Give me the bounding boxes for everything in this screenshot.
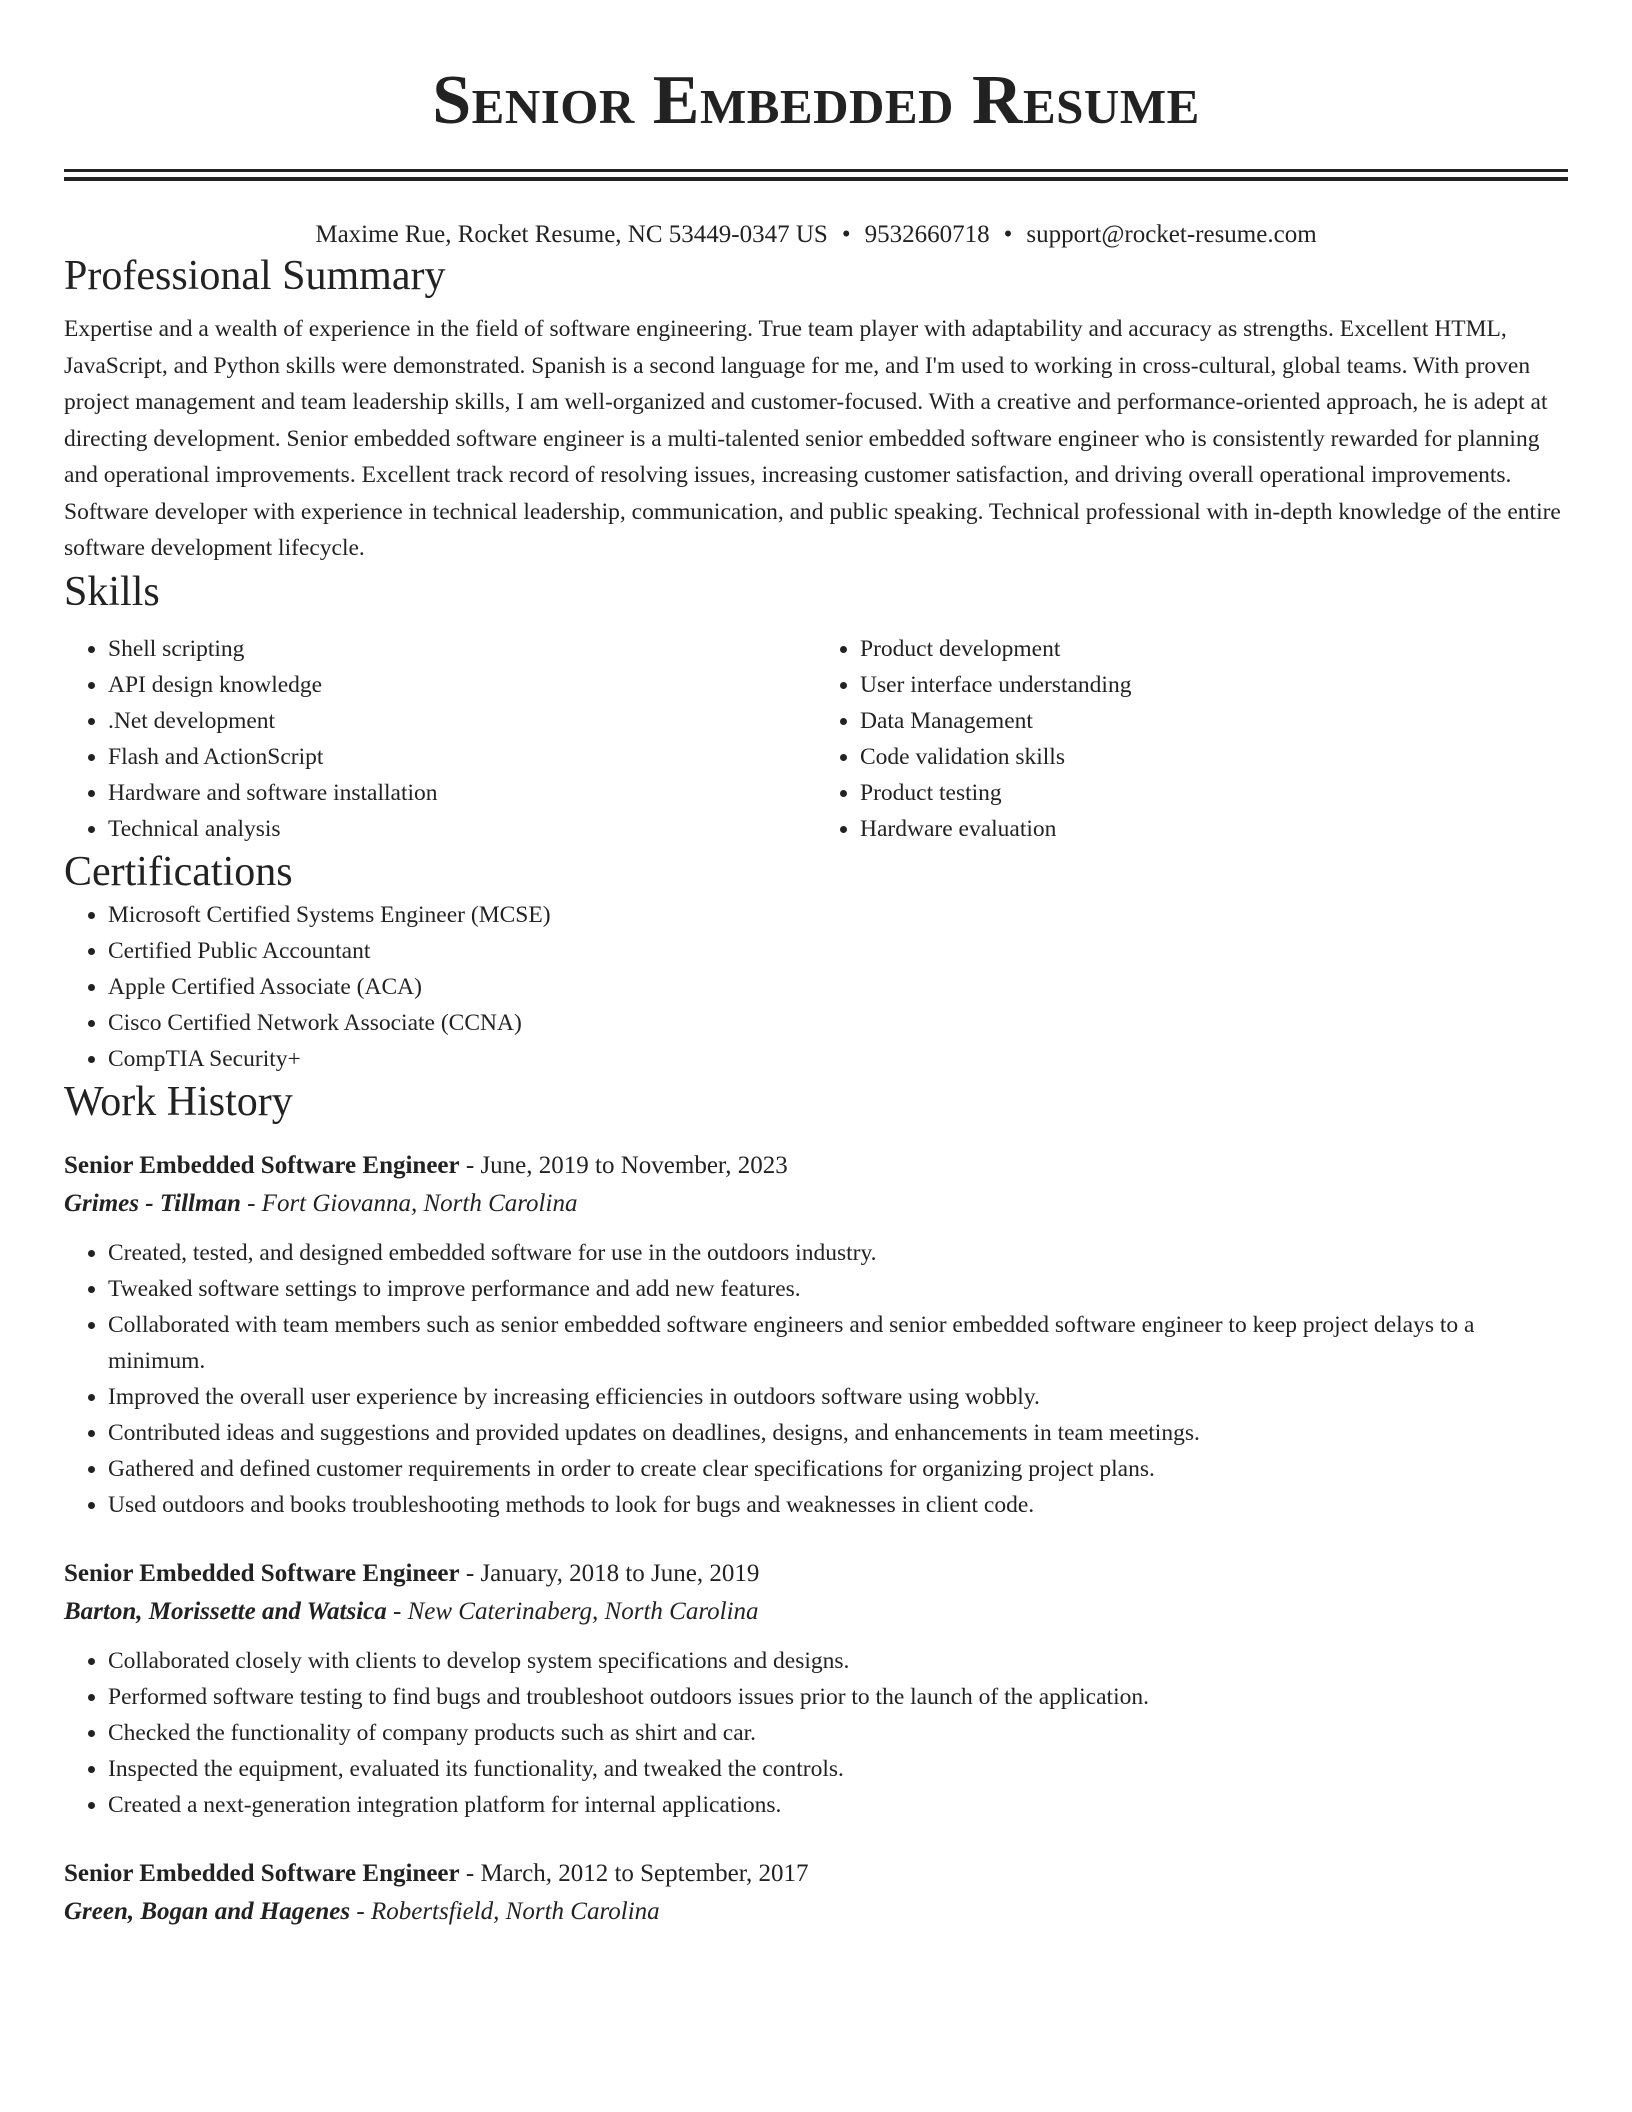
contact-line [64, 219, 1568, 251]
certification-item: • Apple Certified Associate (ACA) [108, 969, 1568, 1005]
job-dates: - January, 2018 to June, 2019 [459, 1559, 760, 1587]
skill-item: • .Net development [108, 703, 816, 739]
job-duties [64, 1643, 1568, 1823]
job-location: - Fort Giovanna, North Carolina [240, 1189, 578, 1217]
job-location: - New Caterinaberg, North Carolina [386, 1597, 759, 1625]
job-location: - Robertsfield, North Carolina [350, 1897, 660, 1925]
duty-item: • Collaborated closely with clients to develop system specifications and designs. [108, 1643, 1568, 1679]
certification-item: • CompTIA Security+ [108, 1041, 1568, 1077]
skill-item: • Hardware and software installation [108, 775, 816, 811]
skill-item: • API design knowledge [108, 667, 816, 703]
skills-list-right [816, 631, 1568, 847]
duty-item: • Used outdoors and books troubleshooting methods to look for bugs and weaknesses in client code. [108, 1487, 1568, 1523]
duty-item: • Gathered and defined customer requirements in order to create clear specifications for organizing project plans. [108, 1451, 1568, 1487]
certification-item: • Certified Public Accountant [108, 933, 1568, 969]
contact-phone: 9532660718 [864, 221, 990, 248]
job-company: Barton, Morissette and Watsica [64, 1597, 387, 1625]
contact-separator: • [841, 221, 851, 248]
job-entry [64, 1855, 1568, 1931]
job-header [64, 1147, 1568, 1185]
duty-item: • Performed software testing to find bugs and troubleshoot outdoors issues prior to the launch of the application. [108, 1679, 1568, 1715]
skill-item: • Product testing [860, 775, 1568, 811]
skill-item: • Data Management [860, 703, 1568, 739]
title-divider [64, 169, 1568, 181]
certifications-heading: Certifications [64, 848, 293, 895]
contact-separator: • [1003, 221, 1013, 248]
resume-title: Senior Embedded Resume [432, 62, 1200, 139]
job-role: Senior Embedded Software Engineer [64, 1859, 460, 1887]
job-employer [64, 1593, 1568, 1631]
contact-email: support@rocket-resume.com [1026, 221, 1317, 248]
duty-item: • Created, tested, and designed embedded software for use in the outdoors industry. [108, 1235, 1568, 1271]
job-dates: - June, 2019 to November, 2023 [459, 1151, 788, 1179]
job-header [64, 1555, 1568, 1593]
certification-item: • Microsoft Certified Systems Engineer (MCSE) [108, 897, 1568, 933]
skill-item: • Flash and ActionScript [108, 739, 816, 775]
duty-item: • Collaborated with team members such as senior embedded software engineers and senior embedded software engineer to keep project delays to a minimum. [108, 1307, 1568, 1379]
contact-address: Maxime Rue, Rocket Resume, NC 53449-0347 US [315, 221, 828, 248]
job-employer [64, 1185, 1568, 1223]
duty-item: • Checked the functionality of company products such as shirt and car. [108, 1715, 1568, 1751]
certifications-list [64, 897, 1568, 1077]
job-role: Senior Embedded Software Engineer [64, 1151, 460, 1179]
certification-item: • Cisco Certified Network Associate (CCNA) [108, 1005, 1568, 1041]
skill-item: • Shell scripting [108, 631, 816, 667]
job-company: Green, Bogan and Hagenes [64, 1897, 351, 1925]
duty-item: • Contributed ideas and suggestions and provided updates on deadlines, designs, and enhancements in team meetings. [108, 1415, 1568, 1451]
skill-item: • Hardware evaluation [860, 811, 1568, 847]
job-header [64, 1855, 1568, 1893]
job-entry [64, 1147, 1568, 1523]
summary-text: Expertise and a wealth of experience in the field of software engineering. True team player with adaptability and accuracy as strengths. Excellent HTML, JavaScript, and Python skills were demonstrated. Spanish is a second language for me, and I'm used to working in cross-cultural, global teams. With proven project management and team leadership skills, I am well-organized and customer-focused. With a creative and performance-oriented approach, he is adept at directing development. Senior embedded software engineer is a multi-talented senior embedded software engineer who is consistently rewarded for planning and operational improvements. Excellent track record of resolving issues, increasing customer satisfaction, and driving overall operational improvements. Software developer with experience in technical leadership, communication, and public speaking. Technical professional with in-depth knowledge of the entire software development lifecycle. [64, 316, 1561, 561]
skill-item: • Code validation skills [860, 739, 1568, 775]
skill-item: • Technical analysis [108, 811, 816, 847]
job-company: Grimes - Tillman [64, 1189, 241, 1217]
skills-columns [64, 631, 1568, 847]
work-history-heading: Work History [64, 1078, 293, 1125]
job-employer [64, 1893, 1568, 1931]
job-entry [64, 1555, 1568, 1823]
summary-heading: Professional Summary [64, 253, 446, 299]
duty-item: • Created a next-generation integration platform for internal applications. [108, 1787, 1568, 1823]
skill-item: • Product development [860, 631, 1568, 667]
job-duties [64, 1235, 1568, 1523]
duty-item: • Improved the overall user experience by increasing efficiencies in outdoors software using wobbly. [108, 1379, 1568, 1415]
duty-item: • Inspected the equipment, evaluated its functionality, and tweaked the controls. [108, 1751, 1568, 1787]
duty-item: • Tweaked software settings to improve performance and add new features. [108, 1271, 1568, 1307]
skills-heading: Skills [64, 568, 160, 615]
job-role: Senior Embedded Software Engineer [64, 1559, 460, 1587]
skill-item: • User interface understanding [860, 667, 1568, 703]
skills-list-left [64, 631, 816, 847]
job-dates: - March, 2012 to September, 2017 [459, 1859, 809, 1887]
